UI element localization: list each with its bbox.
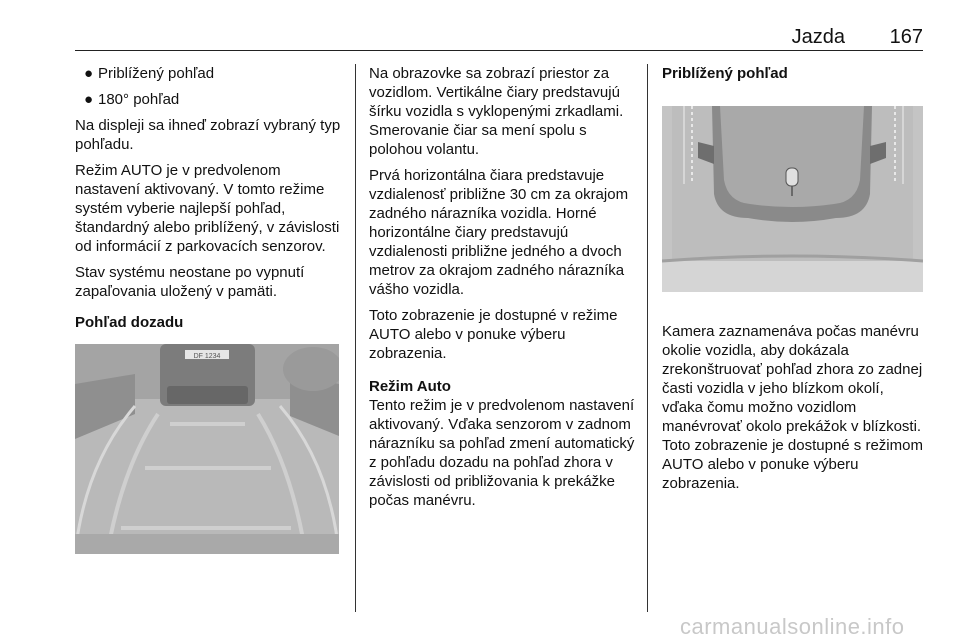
paragraph: Na displeji sa ihneď zobrazí vybraný typ pohľadu. bbox=[75, 117, 341, 153]
section-heading: Pohľad dozadu bbox=[75, 314, 184, 331]
bullet-item bbox=[75, 64, 343, 83]
column-3-text bbox=[662, 322, 926, 500]
paragraph: Kamera zaznamenáva počas manévru okolie vozidla, aby dokázala zrekonštruovať pohľad zhora zo zadnej časti vozidla v jeho blízkom okolí, vďaka čomu možno vozidlom manévrovať okolo prekážok v blízkosti. Toto zobrazenie je dostupné s režimom AUTO alebo v ponuke výberu zobrazenia. bbox=[662, 323, 923, 492]
top-view-illustration bbox=[662, 106, 923, 292]
zoomed-view-figure bbox=[662, 106, 923, 292]
column-1 bbox=[75, 64, 343, 332]
column-2 bbox=[369, 64, 637, 517]
rear-camera-illustration bbox=[75, 344, 339, 554]
bullet-text: Priblížený pohľad bbox=[98, 65, 215, 82]
paragraph: Stav systému neostane po vypnutí zapaľovania uložený v pamäti. bbox=[75, 264, 305, 300]
page-header bbox=[75, 26, 923, 50]
bullet-dot: ● bbox=[84, 65, 94, 82]
column-divider bbox=[647, 64, 648, 612]
section-title: Jazda bbox=[791, 26, 845, 48]
column-3 bbox=[662, 64, 926, 83]
bullet-item bbox=[75, 90, 343, 109]
bullet-dot: ● bbox=[84, 91, 94, 108]
rear-view-figure bbox=[75, 344, 339, 554]
watermark: carmanualsonline.info bbox=[680, 614, 905, 639]
header-rule bbox=[75, 50, 923, 51]
column-divider bbox=[355, 64, 356, 612]
section-heading: Režim Auto bbox=[369, 378, 451, 395]
paragraph: Na obrazovke sa zobrazí priestor za vozidlom. Vertikálne čiary predstavujú šírku vozidla s vyklopenými zrkadlami. Smerovanie čiar sa mení spolu s polohou volantu. bbox=[369, 65, 624, 158]
license-plate-text: DF 1234 bbox=[193, 353, 221, 360]
page-number: 167 bbox=[889, 26, 923, 48]
bullet-text: 180° pohľad bbox=[98, 91, 180, 108]
paragraph: Prvá horizontálna čiara predstavuje vzdialenosť približne 30 cm za okrajom zadného nárazníka vozidla. Horné horizontálne čiary predstavujú vzdialenosti približne jedného a dvoch metrov za okrajom zadného nárazníka vášho vozidla. bbox=[369, 167, 629, 298]
paragraph: Toto zobrazenie je dostupné v režime AUTO alebo v ponuke výberu zobrazenia. bbox=[369, 307, 618, 362]
paragraph: Režim AUTO je v predvolenom nastavení aktivovaný. V tomto režime systém vyberie najlepší pohľad, štandardný alebo priblížený, v závislosti od informácií z parkovacích senzorov. bbox=[75, 162, 340, 255]
section-heading: Priblížený pohľad bbox=[662, 65, 788, 82]
paragraph: Tento režim je v predvolenom nastavení aktivovaný. Vďaka senzorom v zadnom nárazníku sa pohľad zmení automatický z pohľadu dozadu na pohľad zhora v závislosti od približovania k prekážke počas manévru. bbox=[369, 397, 635, 509]
